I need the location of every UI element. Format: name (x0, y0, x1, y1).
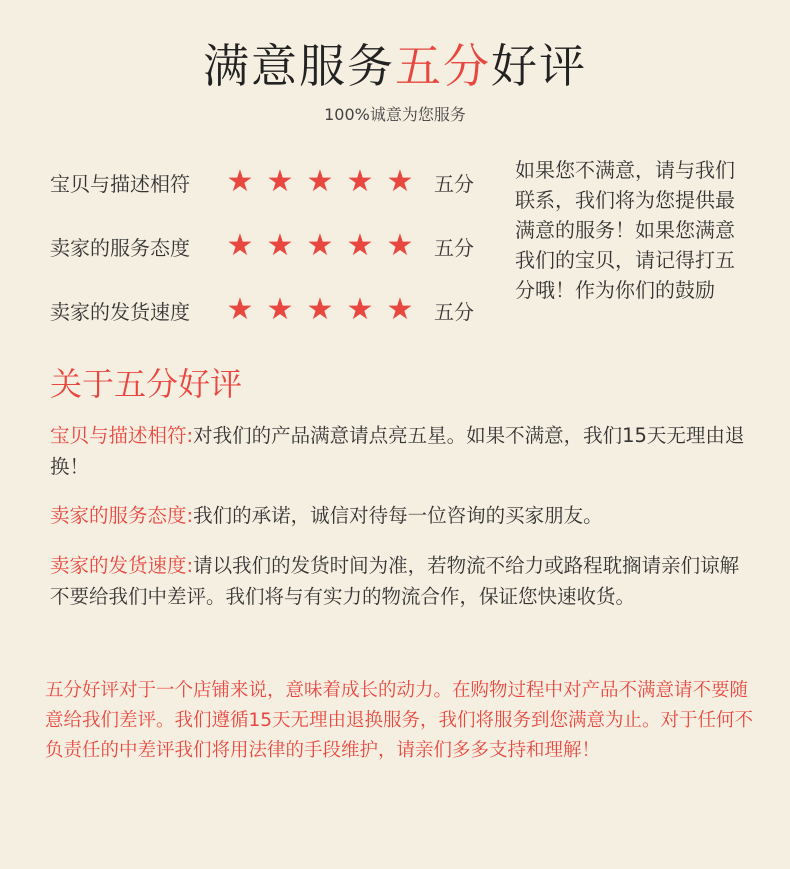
star-icon: ★ (346, 164, 374, 199)
star-icon: ★ (226, 228, 254, 263)
section-title: 关于五分好评 (50, 365, 243, 403)
title-accent: 五分 (395, 39, 491, 93)
ratings-list (50, 150, 490, 342)
star-icon: ★ (386, 228, 414, 263)
star-icon: ★ (346, 228, 374, 263)
rating-score: 五分 (434, 299, 474, 324)
page-title (0, 36, 790, 96)
rating-label: 卖家的发货速度 (50, 299, 190, 324)
about-item-text: 请以我们的发货时间为准，若物流不给力或路程耽搁请亲们谅解不要给我们中差评。我们将与有实力的物流合作，保证您快速收货。 (50, 554, 740, 608)
star-icon: ★ (266, 228, 294, 263)
star-rating (220, 164, 428, 199)
footer-note: 五分好评对于一个店铺来说，意味着成长的动力。在购物过程中对产品不满意请不要随意给我们差评。我们遵循15天无理由退换服务，我们将服务到您满意为止。对于任何不负责任的中差评我们将用法律的手段维护，请亲们多多支持和理解！ (45, 680, 754, 761)
rating-score: 五分 (434, 235, 474, 260)
star-icon: ★ (346, 292, 374, 327)
about-item-shipping (50, 550, 755, 612)
star-icon: ★ (386, 292, 414, 327)
about-item-key: 卖家的服务态度: (50, 504, 194, 527)
star-rating (220, 228, 428, 263)
about-item-text: 我们的承诺，诚信对待每一位咨询的买家朋友。 (193, 504, 603, 527)
rating-row-shipping (50, 278, 490, 342)
about-item-description (50, 420, 755, 482)
title-main: 满意服务 (203, 39, 395, 93)
star-icon: ★ (266, 164, 294, 199)
about-item-key: 卖家的发货速度: (50, 554, 194, 577)
star-icon: ★ (306, 164, 334, 199)
star-icon: ★ (226, 164, 254, 199)
star-icon: ★ (306, 292, 334, 327)
star-icon: ★ (386, 164, 414, 199)
star-icon: ★ (226, 292, 254, 327)
rating-row-description (50, 150, 490, 214)
about-item-service (50, 500, 755, 531)
star-icon: ★ (266, 292, 294, 327)
about-item-key: 宝贝与描述相符: (50, 424, 194, 447)
rating-row-service (50, 214, 490, 278)
star-icon: ★ (306, 228, 334, 263)
about-item-text: 对我们的产品满意请点亮五星。如果不满意，我们15天无理由退换！ (50, 424, 745, 478)
star-rating (220, 292, 428, 327)
rating-score: 五分 (434, 171, 474, 196)
rating-label: 宝贝与描述相符 (50, 171, 190, 196)
title-tail: 好评 (491, 39, 587, 93)
side-note: 如果您不满意，请与我们联系，我们将为您提供最满意的服务！如果您满意我们的宝贝，请记得打五分哦！作为你们的鼓励 (515, 158, 735, 302)
rating-label: 卖家的服务态度 (50, 235, 190, 260)
page-subtitle: 100%诚意为您服务 (324, 105, 466, 124)
